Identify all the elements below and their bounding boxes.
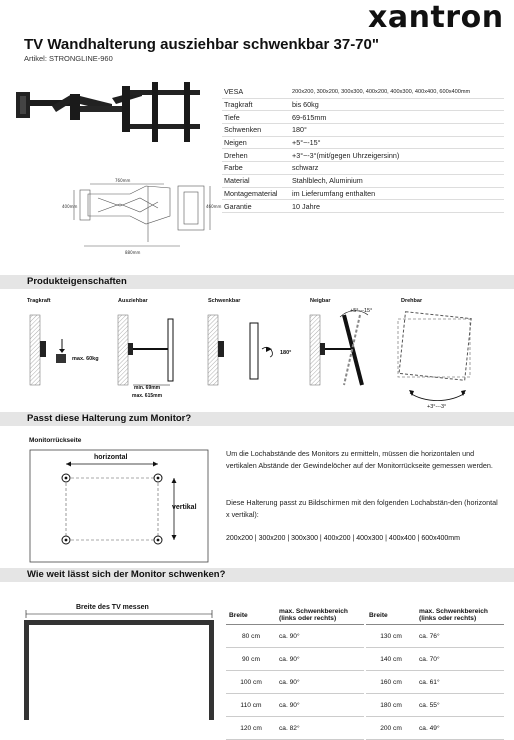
spec-value: +3°~-3°(mit/gegen Uhrzeigersinn)	[290, 149, 504, 162]
spec-key: Garantie	[222, 200, 290, 213]
spec-row	[222, 111, 504, 124]
cell-angle: ca. 49°	[416, 717, 504, 740]
spec-value: 180°	[290, 124, 504, 137]
dim-bottom: 880mm	[125, 250, 141, 255]
product-photo	[12, 76, 212, 156]
section-title-features: Produkteigenschaften	[27, 276, 127, 287]
cell-width: 130 cm	[366, 625, 416, 648]
table-row	[366, 625, 504, 648]
table-row	[226, 671, 364, 694]
monitor-subtitle: Monitorrückseite	[29, 437, 82, 444]
section-title-swivel: Wie weit lässt sich der Monitor schwenken?	[27, 569, 226, 580]
cell-width: 200 cm	[366, 717, 416, 740]
monitor-paragraph-2: Diese Halterung passt zu Bildschirmen mit den folgenden Lochabstän-den (horizontal x vertikal):	[226, 498, 498, 519]
feature-label-drehbar: Drehbar	[401, 298, 423, 304]
spec-row	[222, 136, 504, 149]
dreh-angle: +3°---3°	[427, 404, 447, 410]
cell-width: 180 cm	[366, 694, 416, 717]
spec-key: Neigen	[222, 136, 290, 149]
technical-drawing	[60, 176, 222, 260]
cell-width: 160 cm	[366, 671, 416, 694]
cell-angle: ca. 90°	[276, 694, 364, 717]
col-width-header: Breite	[366, 606, 416, 625]
spec-row	[222, 149, 504, 162]
cell-angle: ca. 76°	[416, 625, 504, 648]
article-number: Artikel: STRONGLINE-960	[24, 54, 113, 63]
auszug-max: max. 615mm	[132, 393, 163, 399]
spec-value: Stahlblech, Aluminium	[290, 174, 504, 187]
table-row	[366, 648, 504, 671]
table-row	[366, 671, 504, 694]
table-row	[366, 694, 504, 717]
auszug-min: min. 69mm	[134, 385, 161, 391]
cell-angle: ca. 55°	[416, 694, 504, 717]
table-header-row	[366, 606, 504, 625]
dim-top: 760mm	[115, 178, 131, 183]
spec-value: +5°~-15°	[290, 136, 504, 149]
cell-width: 100 cm	[226, 671, 276, 694]
spec-row	[222, 174, 504, 187]
cell-width: 90 cm	[226, 648, 276, 671]
spec-key: Drehen	[222, 149, 290, 162]
spec-row	[222, 187, 504, 200]
spec-value: schwarz	[290, 162, 504, 175]
table-row	[366, 717, 504, 740]
cell-width: 140 cm	[366, 648, 416, 671]
spec-table	[222, 86, 504, 213]
spec-key: VESA	[222, 86, 290, 98]
dim-left: 400mm	[62, 204, 78, 209]
section-band-swivel	[0, 568, 514, 582]
cell-angle: ca. 90°	[276, 625, 364, 648]
brand-logo: xantron	[368, 0, 504, 35]
table-row	[226, 625, 364, 648]
table-row	[226, 717, 364, 740]
cell-angle: ca. 61°	[416, 671, 504, 694]
section-band-features	[0, 275, 514, 289]
spec-value: 200x200, 300x200, 300x300, 400x200, 400x300, 400x400, 600x400mm	[290, 86, 504, 98]
horizontal-label: horizontal	[94, 454, 128, 461]
spec-row	[222, 200, 504, 213]
cell-angle: ca. 70°	[416, 648, 504, 671]
neig-angle: +5°---15°	[350, 308, 373, 314]
col-width-header: Breite	[226, 606, 276, 625]
feature-label-tragkraft: Tragkraft	[27, 298, 51, 304]
table-row	[226, 648, 364, 671]
cell-angle: ca. 90°	[276, 671, 364, 694]
tragkraft-value: max. 60kg	[72, 356, 99, 362]
tv-width-diagram	[22, 610, 216, 720]
spec-row	[222, 98, 504, 111]
col-angle-header: max. Schwenkbereich (links oder rechts)	[416, 606, 504, 625]
spec-key: Tiefe	[222, 111, 290, 124]
monitor-paragraph-1: Um die Lochabstände des Monitors zu ermitteln, müssen die horizontalen und vertikalen Abstände der Gewindelöcher auf der Monitorrückseite gemessen werden.	[226, 449, 493, 470]
feature-label-neigbar: Neigbar	[310, 298, 331, 304]
swivel-table-left	[226, 606, 364, 740]
spec-row	[222, 86, 504, 98]
hole-patterns: 200x200 | 300x200 | 300x300 | 400x200 | 400x300 | 400x400 | 600x400mm	[226, 535, 460, 542]
cell-width: 110 cm	[226, 694, 276, 717]
section-title-monitor: Passt diese Halterung zum Monitor?	[27, 413, 192, 424]
feature-label-ausziehbar: Ausziehbar	[118, 298, 148, 304]
swivel-table-right	[366, 606, 504, 740]
vertical-label: vertikal	[172, 504, 197, 511]
schwenk-angle: 180°	[280, 350, 292, 356]
table-header-row	[226, 606, 364, 625]
cell-width: 120 cm	[226, 717, 276, 740]
cell-angle: ca. 82°	[276, 717, 364, 740]
spec-row	[222, 124, 504, 137]
tv-width-label: Breite des TV messen	[76, 604, 149, 611]
spec-key: Montagematerial	[222, 187, 290, 200]
col-angle-header: max. Schwenkbereich (links oder rechts)	[276, 606, 364, 625]
spec-key: Tragkraft	[222, 98, 290, 111]
feature-label-schwenkbar: Schwenkbar	[208, 298, 241, 304]
spec-key: Schwenken	[222, 124, 290, 137]
section-band-monitor	[0, 412, 514, 426]
cell-width: 80 cm	[226, 625, 276, 648]
spec-value: im Lieferumfang enthalten	[290, 187, 504, 200]
spec-value: 10 Jahre	[290, 200, 504, 213]
spec-key: Material	[222, 174, 290, 187]
spec-value: bis 60kg	[290, 98, 504, 111]
page-title: TV Wandhalterung ausziehbar schwenkbar 37-70"	[24, 36, 379, 53]
spec-key: Farbe	[222, 162, 290, 175]
spec-row	[222, 162, 504, 175]
table-row	[226, 694, 364, 717]
cell-angle: ca. 90°	[276, 648, 364, 671]
dim-right: 460mm	[206, 204, 222, 209]
spec-value: 69-615mm	[290, 111, 504, 124]
